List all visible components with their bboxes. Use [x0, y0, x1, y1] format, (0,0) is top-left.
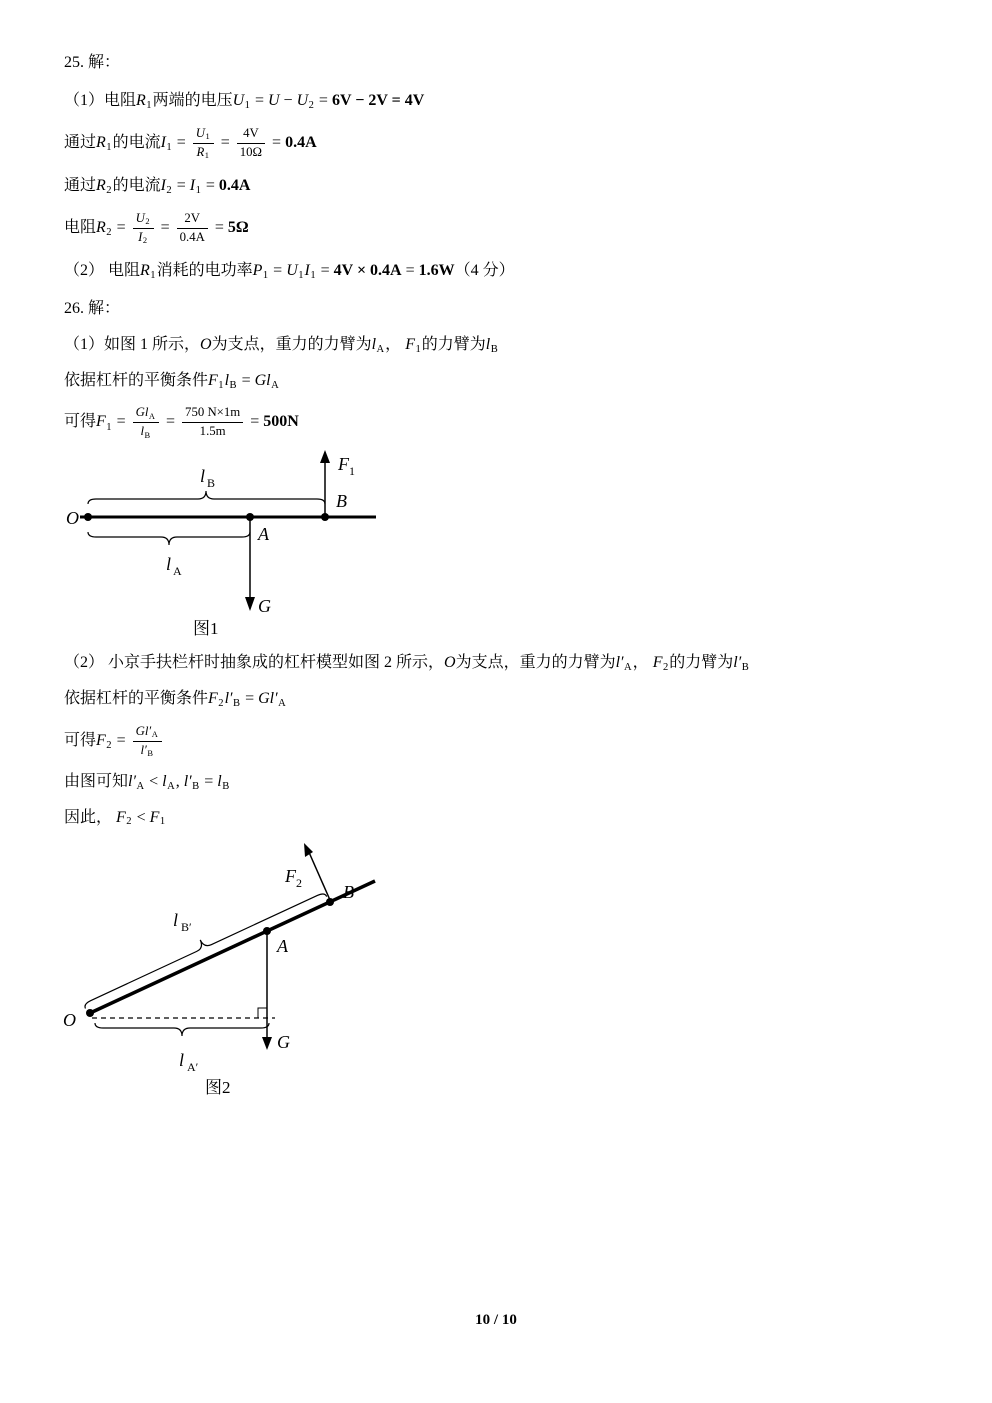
line-q25-heading: 25. 解：	[64, 54, 121, 71]
label-lB-prime: l	[173, 910, 179, 931]
label-G: G	[258, 596, 271, 617]
line-q25-voltage: （1）电阻R1两端的电压U1 = U − U2 = 6V − 2V = 4V	[64, 92, 425, 112]
figure-1-caption: 图1	[193, 619, 219, 639]
label-F1-sub: 1	[349, 464, 355, 479]
label-B: B	[343, 882, 354, 903]
label-O: O	[66, 508, 79, 529]
label-lB-sub: B	[207, 476, 216, 491]
label-F1: F	[338, 454, 349, 475]
figure-2-caption: 图2	[205, 1078, 231, 1098]
brace-lB-prime	[80, 884, 327, 1009]
line-q25-current-i2: 通过R2的电流I2 = I1 = 0.4A	[64, 177, 251, 197]
line-q25-current-i1: 通过R1的电流I1 = $\frac{U1}{R1}$ = $\frac{4V}{10\Omega}$ = 0.4A	[64, 126, 317, 161]
label-A: A	[277, 936, 288, 957]
label-lA-prime-sub: A′	[187, 1060, 199, 1075]
figure-1-labels	[66, 454, 355, 638]
line-q26-solve-f2: 可得F2 = $\frac{Gl'A}{l'B}$	[64, 724, 962, 759]
line-q26-conclusion: 因此， F2 < F1	[64, 808, 166, 828]
force-F1-arrow	[320, 450, 330, 515]
brace-lA-prime	[95, 1023, 269, 1036]
label-lA-prime: l	[179, 1050, 185, 1071]
line-q26-setup-1: （1）如图 1 所示，O为支点，重力的力臂为lA， F1的力臂为lB	[64, 335, 498, 355]
brace-lA	[88, 532, 250, 545]
line-q26-balance-1: 依据杠杆的平衡条件F1lB = GlA	[64, 371, 279, 391]
force-G-arrow	[262, 933, 272, 1050]
brace-lB	[88, 491, 325, 504]
figure-1-lever-diagram	[60, 444, 390, 642]
line-q25-power: （2） 电阻R1消耗的电功率P1 = U1I1 = 4V × 0.4A = 1.6W（4 分）	[64, 261, 515, 281]
figure-2-labels	[63, 866, 354, 1097]
line-q26-solve-f1: 可得F1 = $\frac{\text{GlA}}{lB}$ = $\frac{750 N\times 1m}{1.5m}$ = 500N	[64, 405, 299, 440]
line-q25-resistance-r2: 电阻R2 = $\frac{U2}{I2}$ = $\frac{2V}{0.4A}$ = 5Ω	[64, 210, 249, 246]
label-A: A	[258, 524, 269, 545]
page-number: 10 / 10	[475, 1312, 517, 1328]
line-q26-heading: 26. 解：	[64, 299, 121, 317]
figure-2-lever-diagram	[55, 836, 395, 1102]
line-q26-setup-2: （2） 小京手扶栏杆时抽象成的杠杆模型如图 2 所示，O为支点，重力的力臂为l′A， F2的力臂为l′B	[64, 654, 749, 674]
line-q26-balance-2: 依据杠杆的平衡条件F2l′B = Gl′A	[64, 690, 286, 710]
label-G: G	[277, 1032, 290, 1053]
point-O-dot	[86, 1009, 94, 1017]
label-lB: l	[200, 466, 206, 487]
label-O: O	[63, 1010, 76, 1031]
label-lA: l	[166, 554, 172, 575]
label-F2: F	[285, 866, 296, 887]
label-B: B	[336, 491, 347, 512]
line-q26-compare-arms: 由图可知l′A < lA, l′B = lB	[64, 772, 230, 792]
label-lA-sub: A	[173, 564, 182, 579]
point-O-dot	[84, 513, 92, 521]
right-angle-mark	[258, 1008, 267, 1018]
label-lB-prime-sub: B′	[181, 920, 192, 935]
force-F2-arrow	[304, 843, 330, 900]
label-F2-sub: 2	[296, 876, 302, 891]
